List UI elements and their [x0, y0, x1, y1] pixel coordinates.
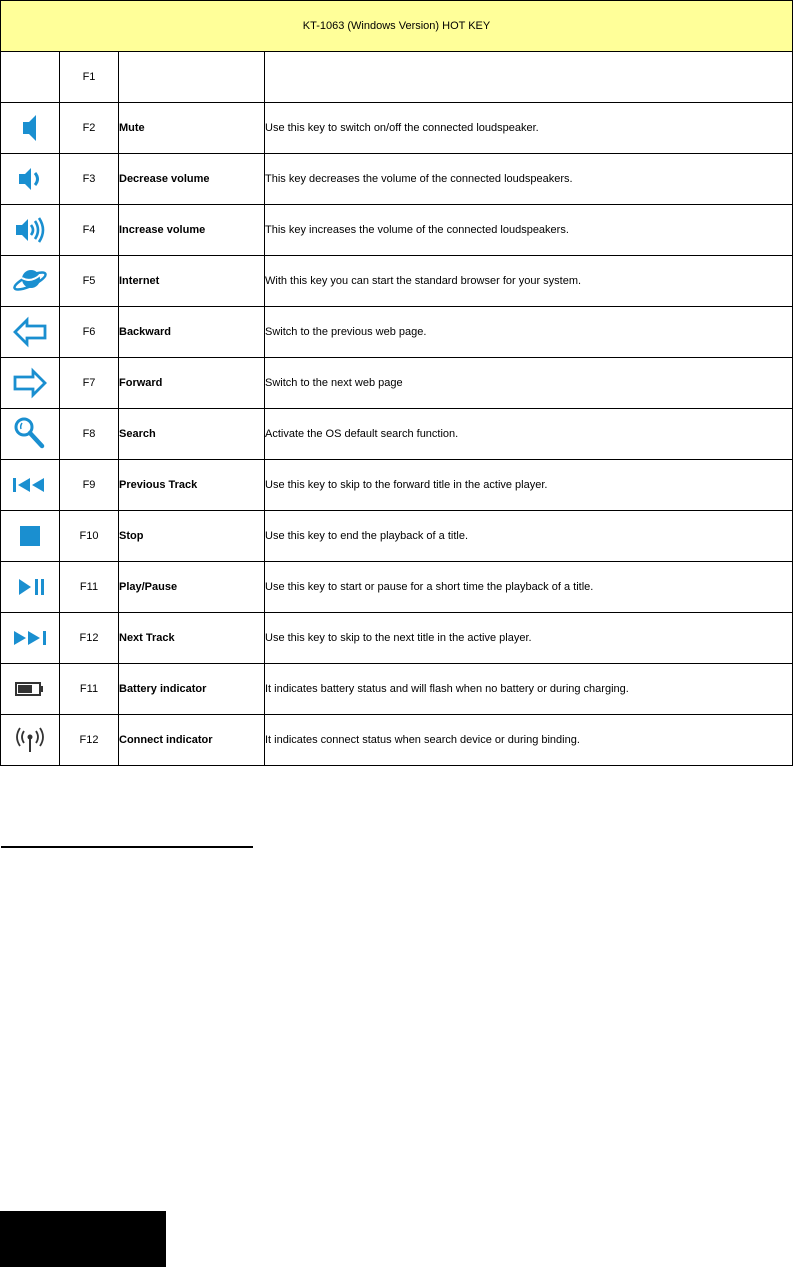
arrow-left-icon [10, 312, 50, 352]
description: Switch to the previous web page. [265, 307, 793, 358]
table-row [1, 52, 793, 103]
key-label: F11 [60, 562, 119, 613]
description: Use this key to end the playback of a title. [265, 511, 793, 562]
battery-icon [10, 669, 50, 709]
volume-up-icon [10, 210, 50, 250]
function-label: Next Track [119, 613, 265, 664]
planet-internet-icon [10, 261, 50, 301]
previous-track-icon [10, 465, 50, 505]
table-row [1, 613, 793, 664]
key-label: F1 [60, 52, 119, 103]
description: It indicates battery status and will flash when no battery or during charging. [265, 664, 793, 715]
description: Use this key to skip to the forward title in the active player. [265, 460, 793, 511]
table-row [1, 256, 793, 307]
description: This key increases the volume of the connected loudspeakers. [265, 205, 793, 256]
key-label: F10 [60, 511, 119, 562]
table-row [1, 664, 793, 715]
key-label: F4 [60, 205, 119, 256]
table-row [1, 460, 793, 511]
table-row [1, 409, 793, 460]
key-label: F3 [60, 154, 119, 205]
arrow-right-icon [10, 363, 50, 403]
icon-cell [1, 52, 60, 103]
table-row [1, 103, 793, 154]
function-label: Search [119, 409, 265, 460]
key-label: F2 [60, 103, 119, 154]
description [265, 52, 793, 103]
stop-icon [10, 516, 50, 556]
table-row [1, 511, 793, 562]
function-label: Previous Track [119, 460, 265, 511]
antenna-connect-icon [10, 720, 50, 760]
table-title: KT-1063 (Windows Version) HOT KEY [1, 1, 793, 52]
key-label: F5 [60, 256, 119, 307]
speaker-mute-icon [10, 108, 50, 148]
horizontal-rule [1, 846, 253, 848]
black-block [0, 1211, 166, 1267]
function-label: Play/Pause [119, 562, 265, 613]
volume-down-icon [10, 159, 50, 199]
table-row [1, 562, 793, 613]
description: Use this key to skip to the next title in the active player. [265, 613, 793, 664]
table-row [1, 154, 793, 205]
table-row [1, 205, 793, 256]
description: Switch to the next web page [265, 358, 793, 409]
function-label: Increase volume [119, 205, 265, 256]
function-label [119, 52, 265, 103]
description: Use this key to start or pause for a short time the playback of a title. [265, 562, 793, 613]
function-label: Forward [119, 358, 265, 409]
magnifier-search-icon [10, 414, 50, 454]
table-row [1, 358, 793, 409]
function-label: Battery indicator [119, 664, 265, 715]
description: With this key you can start the standard browser for your system. [265, 256, 793, 307]
next-track-icon [10, 618, 50, 658]
key-label: F8 [60, 409, 119, 460]
key-label: F9 [60, 460, 119, 511]
description: Use this key to switch on/off the connected loudspeaker. [265, 103, 793, 154]
key-label: F7 [60, 358, 119, 409]
description: Activate the OS default search function. [265, 409, 793, 460]
function-label: Mute [119, 103, 265, 154]
function-label: Stop [119, 511, 265, 562]
play-pause-icon [10, 567, 50, 607]
function-label: Connect indicator [119, 715, 265, 766]
table-row [1, 715, 793, 766]
table-row [1, 307, 793, 358]
key-label: F6 [60, 307, 119, 358]
description: This key decreases the volume of the connected loudspeakers. [265, 154, 793, 205]
key-label: F11 [60, 664, 119, 715]
key-label: F12 [60, 613, 119, 664]
key-label: F12 [60, 715, 119, 766]
function-label: Backward [119, 307, 265, 358]
function-label: Internet [119, 256, 265, 307]
description: It indicates connect status when search device or during binding. [265, 715, 793, 766]
function-label: Decrease volume [119, 154, 265, 205]
